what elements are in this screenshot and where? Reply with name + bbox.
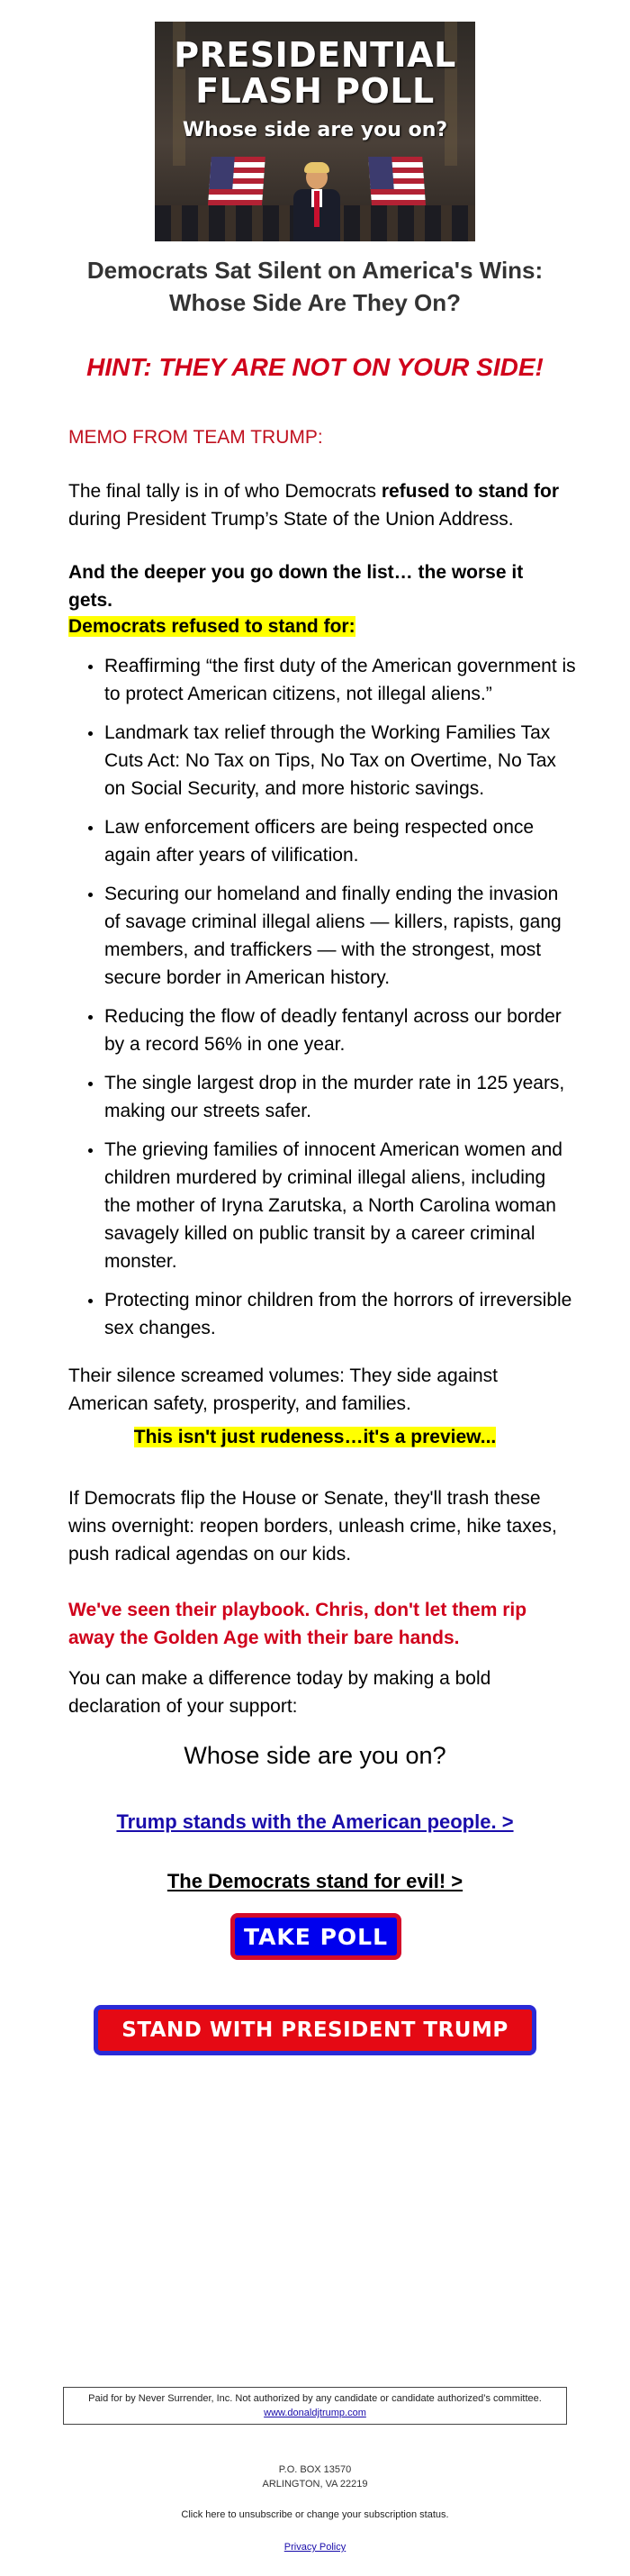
silence-paragraph: Their silence screamed volumes: They side against American safety, prosperity, and families. <box>68 1365 499 1414</box>
take-poll-button[interactable]: TAKE POLL <box>230 1913 401 1960</box>
list-item: The grieving families of innocent American women and children murdered by criminal illegal aliens, including the mother of Iryna Zarutska, a North Carolina woman savagely killed on public transit by a career criminal monster. <box>86 1136 576 1275</box>
playbook-paragraph: We've seen their playbook. Chris, don't let them rip away the Golden Age with their bare hands. <box>68 1600 527 1648</box>
refused-label-text: Democrats refused to stand for: <box>68 616 356 637</box>
website-link[interactable]: www.donaldjtrump.com <box>264 2408 366 2418</box>
intro-before: The final tally is in of who Democrats <box>68 481 382 502</box>
po-box: P.O. BOX 13570 <box>278 2464 352 2475</box>
list-item: Securing our homeland and finally ending the invasion of savage criminal illegal aliens — killers, rapists, gang members, and traffickers — with the strongest, most secure border in American history. <box>86 880 576 992</box>
hint-text: HINT: THEY ARE NOT ON YOUR SIDE! <box>86 353 544 381</box>
intro-paragraph <box>68 477 572 533</box>
difference-paragraph: You can make a difference today by making a bold declaration of your support: <box>68 1668 491 1717</box>
list-item: Protecting minor children from the horrors of irreversible sex changes. <box>86 1286 576 1342</box>
hero-image[interactable] <box>155 22 475 241</box>
flip-paragraph: If Democrats flip the House or Senate, they'll trash these wins overnight: reopen borders, unleash crime, hike taxes, push radical agendas on our kids. <box>68 1488 557 1565</box>
intro-bold: refused to stand for <box>381 481 559 502</box>
list-item: Law enforcement officers are being respected once again after years of vilification. <box>86 813 576 869</box>
list-item: Reducing the flow of deadly fentanyl across our border by a record 56% in one year. <box>86 1002 576 1058</box>
paid-for-disclaimer <box>63 2387 567 2425</box>
memo-label: MEMO FROM TEAM TRUMP: <box>68 427 323 448</box>
speaker-figure <box>293 166 340 241</box>
list-item: Reaffirming “the first duty of the American government is to protect American citizens, not illegal aliens.” <box>86 652 576 708</box>
stand-with-trump-button[interactable]: STAND WITH PRESIDENT TRUMP <box>94 2005 536 2055</box>
privacy-policy-link[interactable]: Privacy Policy <box>284 2542 346 2553</box>
option-democrats-link[interactable]: The Democrats stand for evil! > <box>166 1870 464 1892</box>
headline: Democrats Sat Silent on America's Wins: Whose Side Are They On? <box>86 257 544 316</box>
hero-title-line1: PRESIDENTIAL <box>174 35 456 75</box>
intro-after: during President Trump’s State of the Union Address. <box>68 509 514 530</box>
deeper-paragraph: And the deeper you go down the list… the worse it gets. <box>68 562 524 611</box>
city-address: ARLINGTON, VA 22219 <box>262 2479 368 2490</box>
disclaimer-text: Paid for by Never Surrender, Inc. Not authorized by any candidate or candidate authorized’s committee. <box>88 2393 542 2404</box>
option-trump-link[interactable]: Trump stands with the American people. > <box>116 1810 514 1833</box>
poll-question: Whose side are you on? <box>184 1742 446 1769</box>
preview-text <box>54 1427 576 1448</box>
preview-highlight: This isn't just rudeness…it's a preview... <box>133 1427 497 1447</box>
list-item: The single largest drop in the murder rate in 125 years, making our streets safer. <box>86 1069 576 1125</box>
refused-list <box>86 652 576 1353</box>
hero-subtitle: Whose side are you on? <box>182 119 448 141</box>
hero-title-line2: FLASH POLL <box>195 71 435 111</box>
unsubscribe-link[interactable]: Click here to unsubscribe or change your subscription status. <box>181 2509 449 2520</box>
refused-label <box>68 612 356 640</box>
list-item: Landmark tax relief through the Working Families Tax Cuts Act: No Tax on Tips, No Tax on Overtime, No Tax on Social Security, and more historic savings. <box>86 719 576 803</box>
